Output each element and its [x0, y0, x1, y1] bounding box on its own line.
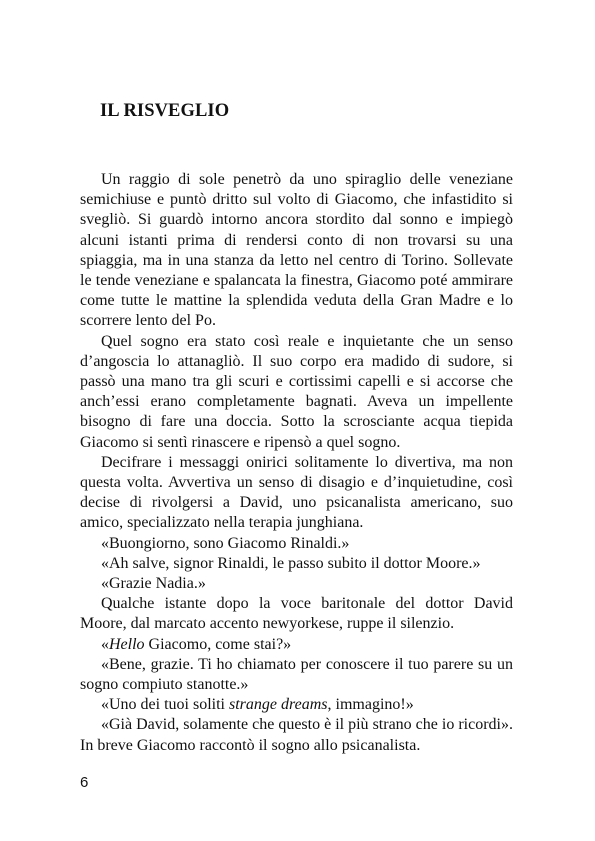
dialogue-line [80, 695, 513, 715]
dialogue-line: «Buongiorno, sono Giacomo Rinaldi.» [101, 534, 350, 552]
dialogue-suffix: Giacomo, come stai?» [144, 635, 292, 653]
dialogue-prefix: «Uno dei tuoi soliti [101, 696, 229, 714]
paragraph: Quel sogno era stato così reale e inquietante che un senso d’angoscia lo attanagliò. Il suo corpo era madido di sudore, si passò una mano tra gli scuri e cortissimi capelli e si accorse che anch’essi erano completamente bagnati. Aveva un impellente bisogno di fare una doccia. Sotto la scrosciante acqua tiepida Giacomo si sentì rinascere e ripensò a quel sogno. [80, 332, 513, 451]
paragraph: Un raggio di sole penetrò da uno spiraglio delle veneziane semichiuse e puntò dritto sul volto di Giacomo, che infastidito si svegliò. Si guardò intorno ancora stordito dal sonno e impiegò alcuni istanti prima di rendersi conto di non trovarsi su una spiaggia, ma in una stanza da letto nel centro di Torino. Sollevate le tende veneziane e spalancata la finestra, Giacomo poté ammirare come tutte le mattine la splendida veduta della Gran Madre e lo scorrere lento del Po. [80, 171, 513, 330]
chapter-title: IL RISVEGLIO [100, 101, 230, 121]
emphasis-text: strange dreams [229, 696, 328, 714]
dialogue-line: «Ah salve, signor Rinaldi, le passo subito il dottor Moore.» [101, 554, 481, 572]
paragraph: Qualche istante dopo la voce baritonale del dottor David Moore, dal marcato accento newyorkese, ruppe il silenzio. [80, 595, 513, 633]
page-number: 6 [80, 774, 89, 791]
paragraph: «Già David, solamente che questo è il più strano che io ricordi». In breve Giacomo raccontò il sogno allo psicanalista. [80, 716, 513, 754]
dialogue-line: «Grazie Nadia.» [101, 575, 206, 593]
dialogue-line [80, 635, 513, 655]
chapter-body [80, 170, 513, 756]
paragraph: Decifrare i messaggi onirici solitamente lo divertiva, ma non questa volta. Avvertiva un senso di disagio e d’inquietudine, così decise di rivolgersi a David, uno psicanalista americano, suo amico, specializzato nella terapia junghiana. [80, 453, 513, 532]
dialogue-line: «Bene, grazie. Ti ho chiamato per conoscere il tuo parere su un sogno compiuto stanotte.» [80, 655, 513, 694]
dialogue-suffix: , immagino!» [327, 696, 414, 714]
dialogue-prefix: « [101, 635, 109, 653]
emphasis-text: Hello [109, 635, 145, 653]
